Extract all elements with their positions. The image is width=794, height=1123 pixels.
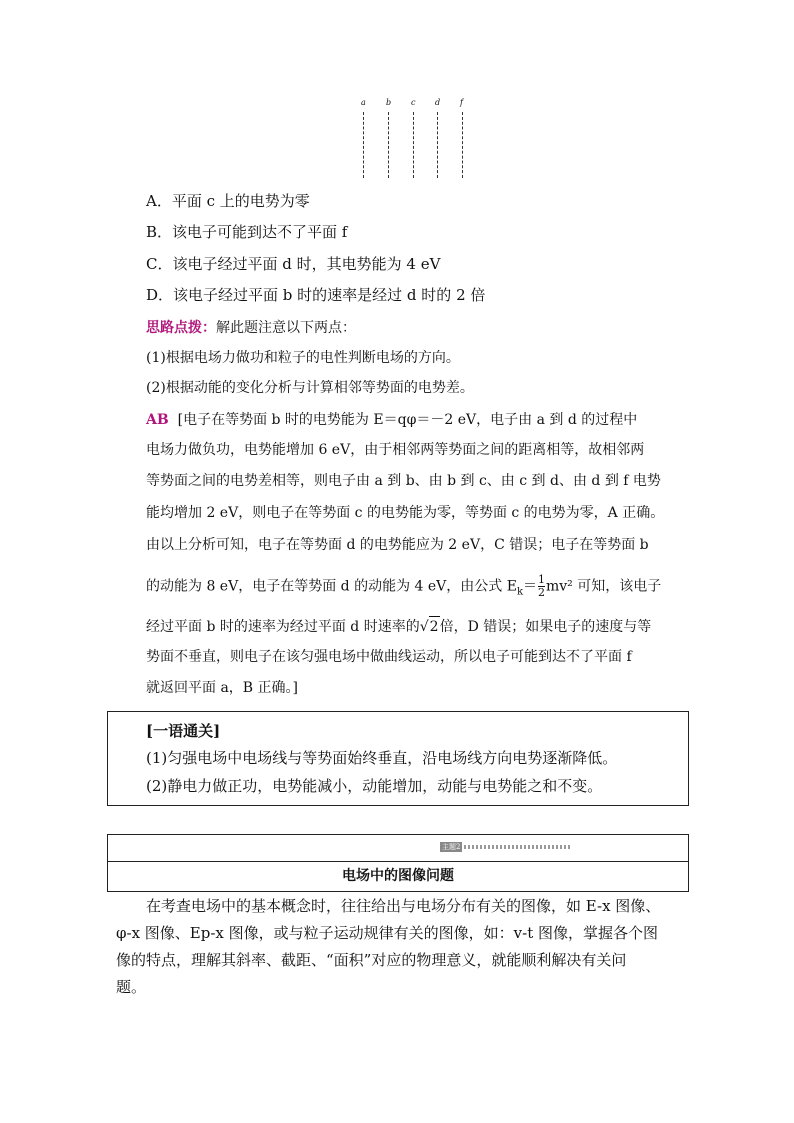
intro-line-3: 像的特点，理解其斜率、截距、“面积”对应的物理意义，就能顺利解决有关问 bbox=[116, 951, 627, 969]
topic-title: 电场中的图像问题 bbox=[342, 868, 454, 884]
summary-title: [一语通关] bbox=[146, 722, 221, 740]
plane-line-d bbox=[437, 112, 438, 178]
fraction-numerator: 1 bbox=[538, 573, 545, 586]
topic-tag bbox=[440, 842, 572, 852]
solution-line-1 bbox=[146, 410, 686, 430]
sqrt-radicand: 2 bbox=[429, 616, 440, 637]
solution-text-6a: 的动能为 8 eV，电子在等势面 d 的动能为 4 eV，由公式 E bbox=[146, 578, 517, 595]
plane-label-c: c bbox=[411, 98, 416, 107]
summary-box bbox=[107, 711, 689, 806]
answer-label: AB bbox=[146, 412, 169, 428]
ek-subscript: k bbox=[516, 586, 523, 598]
plane-line-c bbox=[413, 112, 414, 178]
solution-text-1: [电子在等势面 b 时的电势能为 E＝qφ＝－2 eV，电子由 a 到 d 的过程中 bbox=[177, 412, 638, 428]
option-a: A．平面 c 上的电势为零 bbox=[146, 192, 310, 210]
plane-label-d: d bbox=[435, 98, 441, 107]
fraction-denominator: 2 bbox=[538, 586, 545, 599]
equals-sign: ＝ bbox=[523, 578, 537, 595]
topic-header-box bbox=[107, 834, 689, 892]
solution-line-2: 电场力做负功，电势能增加 6 eV，由于相邻两等势面之间的距离相等，故相邻两 bbox=[146, 442, 645, 458]
hint-point-1: (1)根据电场力做功和粒子的电性判断电场的方向。 bbox=[146, 350, 460, 366]
intro-line-4: 题。 bbox=[116, 978, 147, 996]
solution-line-6 bbox=[146, 574, 686, 602]
option-d: D．该电子经过平面 b 时的速率是经过 d 时的 2 倍 bbox=[146, 286, 486, 304]
hint-point-2: (2)根据动能的变化分析与计算相邻等势面的电势差。 bbox=[146, 380, 474, 396]
solution-line-5: 由以上分析可知，电子在等势面 d 的电势能应为 2 eV，C 错误；电子在等势面 b bbox=[146, 537, 649, 553]
option-c: C．该电子经过平面 d 时，其电势能为 4 eV bbox=[146, 255, 441, 273]
solution-line-4: 能均增加 2 eV，则电子在等势面 c 的电势能为零，等势面 c 的电势为零，A 正确。 bbox=[146, 505, 665, 521]
topic-tag-stripes bbox=[464, 845, 572, 849]
plane-label-a: a bbox=[361, 98, 366, 107]
solution-line-3: 等势面之间的电势差相等，则电子由 a 到 b、由 b 到 c、由 c 到 d、由 d 到 f 电势 bbox=[146, 473, 661, 489]
hint-intro: 解此题注意以下两点： bbox=[216, 320, 356, 336]
solution-line-8: 势面不垂直，则电子在该匀强电场中做曲线运动，所以电子可能到达不了平面 f bbox=[146, 649, 632, 665]
solution-text-6b: mv² 可知，该电子 bbox=[546, 578, 662, 595]
fraction-half bbox=[538, 574, 545, 599]
plane-line-f bbox=[462, 112, 463, 178]
intro-line-2: φ-x 图像、Ep-x 图像，或与粒子运动规律有关的图像，如：v-t 图像，掌握各个图 bbox=[116, 924, 658, 942]
plane-label-f: f bbox=[460, 98, 463, 107]
topic-divider bbox=[108, 861, 688, 862]
plane-line-a bbox=[363, 112, 364, 178]
hint-label: 思路点拨： bbox=[146, 320, 216, 336]
plane-line-b bbox=[388, 112, 389, 178]
option-b: B．该电子可能到达不了平面 f bbox=[146, 223, 348, 241]
solution-text-7a: 经过平面 b 时的速率为经过平面 d 时速率的 bbox=[146, 619, 420, 635]
solution-line-7: 经过平面 b 时的速率为经过平面 d 时速率的√2倍，D 错误；如果电子的速度与等 bbox=[146, 616, 686, 637]
solution-text-7b: 倍，D 错误；如果电子的速度与等 bbox=[439, 619, 652, 635]
solution-line-9: 就返回平面 a，B 正确。] bbox=[146, 680, 298, 696]
hint-line bbox=[146, 318, 686, 338]
summary-point-2: (2)静电力做正功，电势能减小，动能增加，动能与电势能之和不变。 bbox=[146, 777, 603, 795]
summary-point-1: (1)匀强电场中电场线与等势面始终垂直，沿电场线方向电势逐渐降低。 bbox=[146, 749, 618, 767]
topic-tag-label: 主题2 bbox=[442, 843, 461, 851]
intro-line-1: 在考查电场中的基本概念时，往往给出与电场分布有关的图像，如 E-x 图像、 bbox=[146, 897, 661, 915]
plane-label-b: b bbox=[386, 98, 392, 107]
